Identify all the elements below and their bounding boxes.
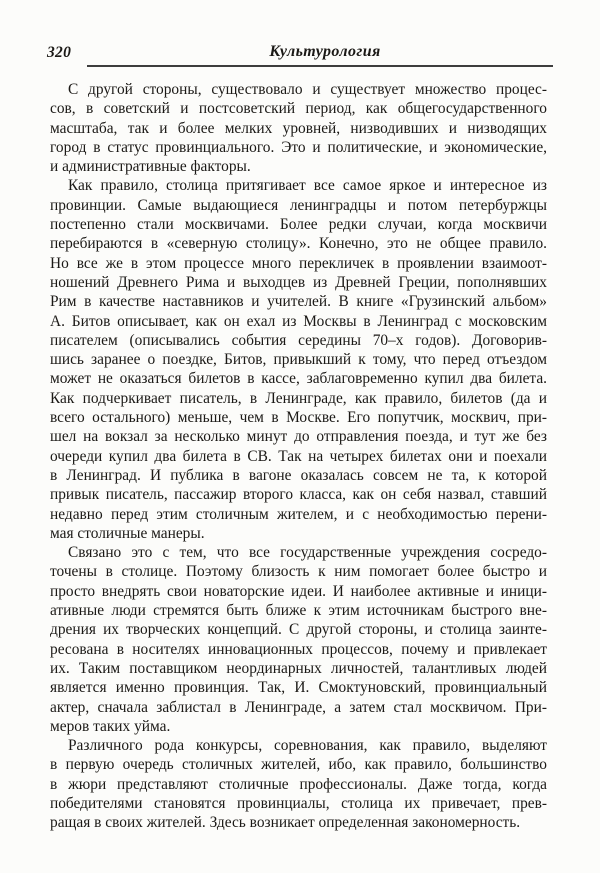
running-title: Культурология <box>269 43 381 60</box>
text-line: ативные люди стремятся быть ближе к этим источникам быстрого вне- <box>50 602 547 620</box>
text-line: привык писатель, пассажир второго класса, как он себя назвал, ставший <box>50 486 547 504</box>
text-line: и административные факторы. <box>50 158 251 176</box>
text-line: постепенно стали москвичами. Более редки случаи, когда москвичи <box>50 216 547 234</box>
text-line: ресована в носителях инновационных процессов, почему и привлекает <box>50 640 547 658</box>
text-line: в первую очередь столичных жителей, ибо, как правило, большинство <box>50 756 547 774</box>
text-line: город в статус провинциального. Это и политические, и экономические, <box>50 138 547 156</box>
text-line: Рим в качестве наставников и учителей. В книге «Грузинский альбом» <box>50 293 547 311</box>
text-line: может не оказаться билетов в кассе, заблаговременно купил два билета. <box>50 370 547 388</box>
page-number: 320 <box>47 44 72 61</box>
text-line: Как подчеркивает писатель, в Ленинграде, как правило, билетов (да и <box>50 389 547 407</box>
text-line: победителями становятся провинциалы, столица их привечает, прев- <box>50 794 547 812</box>
text-line: провинции. Самые выдающиеся ленинградцы и потом петербуржцы <box>50 196 547 214</box>
header-rule <box>87 65 553 67</box>
text-line: их. Таким поставщиком неординарных личностей, талантливых людей <box>50 659 547 677</box>
text-line: Как правило, столица притягивает все самое яркое и интересное из <box>68 177 547 195</box>
text-line: С другой стороны, существовало и существует множество процес- <box>68 81 547 98</box>
text-line: всего остального) меньше, чем в Москве. Его попутчик, москвич, при- <box>50 409 547 427</box>
text-line: в Ленинград. И публика в вагоне оказалась совсем не та, к которой <box>50 466 547 484</box>
text-line: просто внедрять свои новаторские идеи. И наиболее активные и иници- <box>50 582 547 600</box>
text-line: очереди купил два билета в СВ. Так на четырех билетах они и поехали <box>50 447 547 465</box>
text-line: точены в столице. Поэтому близость к ним помогает более быстро и <box>50 563 547 581</box>
text-line: актер, сначала заблистал в Ленинграде, а затем стал москвичом. При- <box>50 698 547 716</box>
page-body <box>50 80 547 833</box>
text-line: мая столичные манеры. <box>50 524 205 542</box>
text-line: сов, в советский и постсоветский период, как общегосударственного <box>50 100 547 118</box>
text-line: меров таких уйма. <box>50 717 171 735</box>
text-line: дрения их творческих концепций. С другой стороны, и столица заинте- <box>50 621 547 639</box>
text-line: недавно перед этим столичным жителем, и с необходимостью перени- <box>50 505 547 523</box>
text-line: А. Битов описывает, как он ехал из Москвы в Ленинград с московским <box>50 312 547 330</box>
text-line: ращая в своих жителей. Здесь возникает определенная закономерность. <box>50 814 521 832</box>
text-line: ношений Древнего Рима и выходцев из Древней Греции, пополнявших <box>50 273 547 291</box>
text-line: Связано это с тем, что все государственные учреждения сосредо- <box>68 544 547 562</box>
text-line: Различного рода конкурсы, соревнования, как правило, выделяют <box>68 737 547 755</box>
text-line: перебираются в «северную столицу». Конечно, это не общее правило. <box>50 235 547 253</box>
text-line: является именно провинция. Так, И. Смоктуновский, провинциальный <box>50 679 547 697</box>
text-line: масштаба, так и более мелких уровней, низводивших и низводящих <box>50 119 547 137</box>
text-line: шись заранее о поездке, Битов, привыкший к тому, что перед отъездом <box>50 351 547 369</box>
text-line: в жюри представляют столичные профессионалы. Даже тогда, когда <box>50 775 547 793</box>
text-line: шел на вокзал за несколько минут до отправления поезда, и тут же без <box>50 428 547 446</box>
text-line: писателем (описывались события середины 70–х годов). Договорив- <box>50 331 547 349</box>
text-line: Но все же в этом процессе много перекличек в проявлении взаимоот- <box>50 254 547 272</box>
